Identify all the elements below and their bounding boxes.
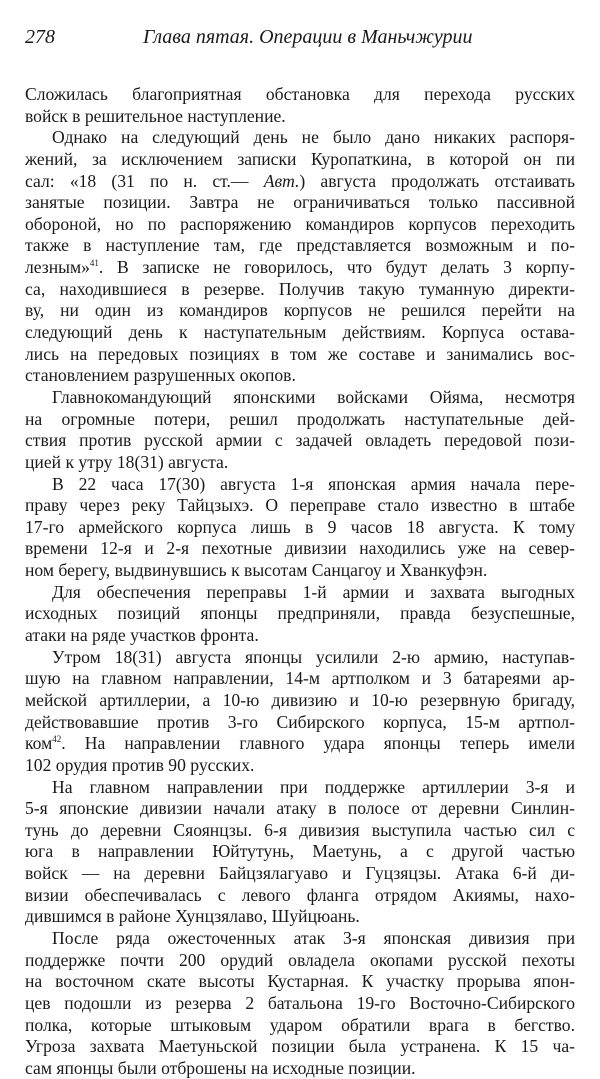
text-line: поддержке почти 200 орудий овладела окопами русской пехоты (25, 949, 575, 970)
paragraph (25, 928, 575, 1079)
text-line: Для обеспечения переправы 1-й армии и захвата выгодных (52, 581, 575, 602)
paragraph (25, 84, 575, 127)
text-line: В 22 часа 17(30) августа 1-я японская армия начала пере- (52, 473, 575, 494)
page-number: 278 (25, 26, 55, 48)
text-line: времени 12-я и 2-я пехотные дивизии находились уже на север- (25, 538, 575, 559)
paragraph (25, 127, 575, 387)
text-line: Утром 18(31) августа японцы усилили 2-ю армию, наступав- (52, 646, 575, 667)
text-line: атаки на ряде участков фронта. (25, 625, 259, 646)
text-line: юга в направлении Юйтутунь, Маетунь, а с другой частью (25, 841, 575, 862)
text-line: исходных позиций японцы предприняли, правда безуспешные, (25, 603, 575, 624)
text-line: следующий день к наступательным действиям. Корпуса остава- (25, 322, 575, 343)
text-line: сам японцы были отброшены на исходные позиции. (25, 1057, 416, 1078)
text-line: 102 орудия против 90 русских. (25, 754, 255, 775)
text-line: на восточном скате высоты Кустарная. К участку прорыва япон- (25, 971, 575, 992)
text-line: сал: «18 (31 по н. ст.— Авт.) августа продолжать отстаивать (25, 170, 575, 191)
text-line: полка, которые штыковым ударом обратили врага в бегство. (25, 1014, 575, 1035)
text-line: 5-я японские дивизии начали атаку в полосе от деревни Синлин- (25, 798, 575, 819)
text-line: ву, ни один из командиров корпусов не решился перейти на (25, 300, 575, 321)
paragraph (25, 582, 575, 647)
text-line: 17-го армейского корпуса лишь в 9 часов 18 августа. К тому (25, 516, 575, 537)
text-line: обороной, но по распоряжению командиров корпусов переходить (25, 213, 575, 234)
text-line: Однако на следующий день не было дано никаких распоря- (52, 127, 575, 148)
text-line: мейской артиллерии, а 10-ю дивизию и 10-ю резервную бригаду, (25, 689, 575, 710)
paragraph (25, 777, 575, 928)
footnote-ref: 41 (89, 258, 99, 269)
text-line: визии обеспечивалась с левого фланга отрядом Акиямы, нахо- (25, 884, 575, 905)
text-line: праву через реку Тайцзыхэ. О переправе стало известно в штабе (25, 495, 575, 516)
text-line: на огромные потери, решил продолжать наступательные дей- (25, 408, 575, 429)
text-line: лись на передовых позициях в том же составе и занимались вос- (25, 343, 575, 364)
footnote-ref: 42 (52, 734, 62, 745)
text-line: дившимся в районе Хунцзялаво, Шуйцюань. (25, 906, 360, 927)
text-line: Сложилась благоприятная обстановка для перехода русских (25, 84, 575, 104)
text-line: После ряда ожесточенных атак 3-я японская дивизия при (52, 927, 575, 948)
paragraph (25, 474, 575, 582)
text-line: становлением разрушенных окопов. (25, 365, 296, 386)
text-line: ном берегу, выдвинувшись к высотам Санцагоу и Хванкуфэн. (25, 560, 488, 581)
text-line: шую на главном направлении, 14-м артполком и 3 батареями ар- (25, 668, 575, 689)
text-line: также в наступление там, где представляется возможным и по- (25, 235, 575, 256)
paragraph (25, 387, 575, 474)
text-line: войск — на деревни Байцзялагуаво и Гуцзяцзы. Атака 6-й ди- (25, 863, 575, 884)
text-line: жений, за исключением записки Куропаткина, в которой он пи (25, 148, 575, 169)
text-line: занятые позиции. Завтра не ограничиваться только пассивной (25, 192, 575, 213)
text-line: действовавшие против 3-го Сибирского корпуса, 15-м артпол- (25, 711, 575, 732)
text-line: ком$^{42}$. На направлении главного удара японцы теперь имели (25, 733, 575, 754)
running-title: Глава пятая. Операции в Маньчжурии (143, 26, 473, 48)
text-line: войск в решительное наступление. (25, 105, 286, 126)
text-line: тунь до деревни Сяоянцзы. 6-я дивизия выступила частью сил с (25, 819, 575, 840)
text-line: цией к утру 18(31) августа. (25, 451, 229, 472)
text-line: цев подошли из резерва 2 батальона 19-го Восточно-Сибирского (25, 992, 575, 1013)
body-text (25, 84, 575, 1079)
paragraph (25, 647, 575, 777)
text-line: Угроза захвата Маетуньской позиции была устранена. К 15 ча- (25, 1036, 575, 1057)
text-line: ствия против русской армии с задачей овладеть передовой пози- (25, 430, 575, 451)
text-line: На главном направлении при поддержке артиллерии 3-я и (52, 776, 575, 797)
page-header (25, 26, 575, 52)
text-line: са, находившиеся в резерве. Получив такую туманную директи- (25, 278, 575, 299)
text-line: Главнокомандующий японскими войсками Ойяма, несмотря (52, 386, 575, 407)
text-line: лезным»$^{41}$. В записке не говорилось, что будут делать 3 корпу- (25, 257, 575, 278)
